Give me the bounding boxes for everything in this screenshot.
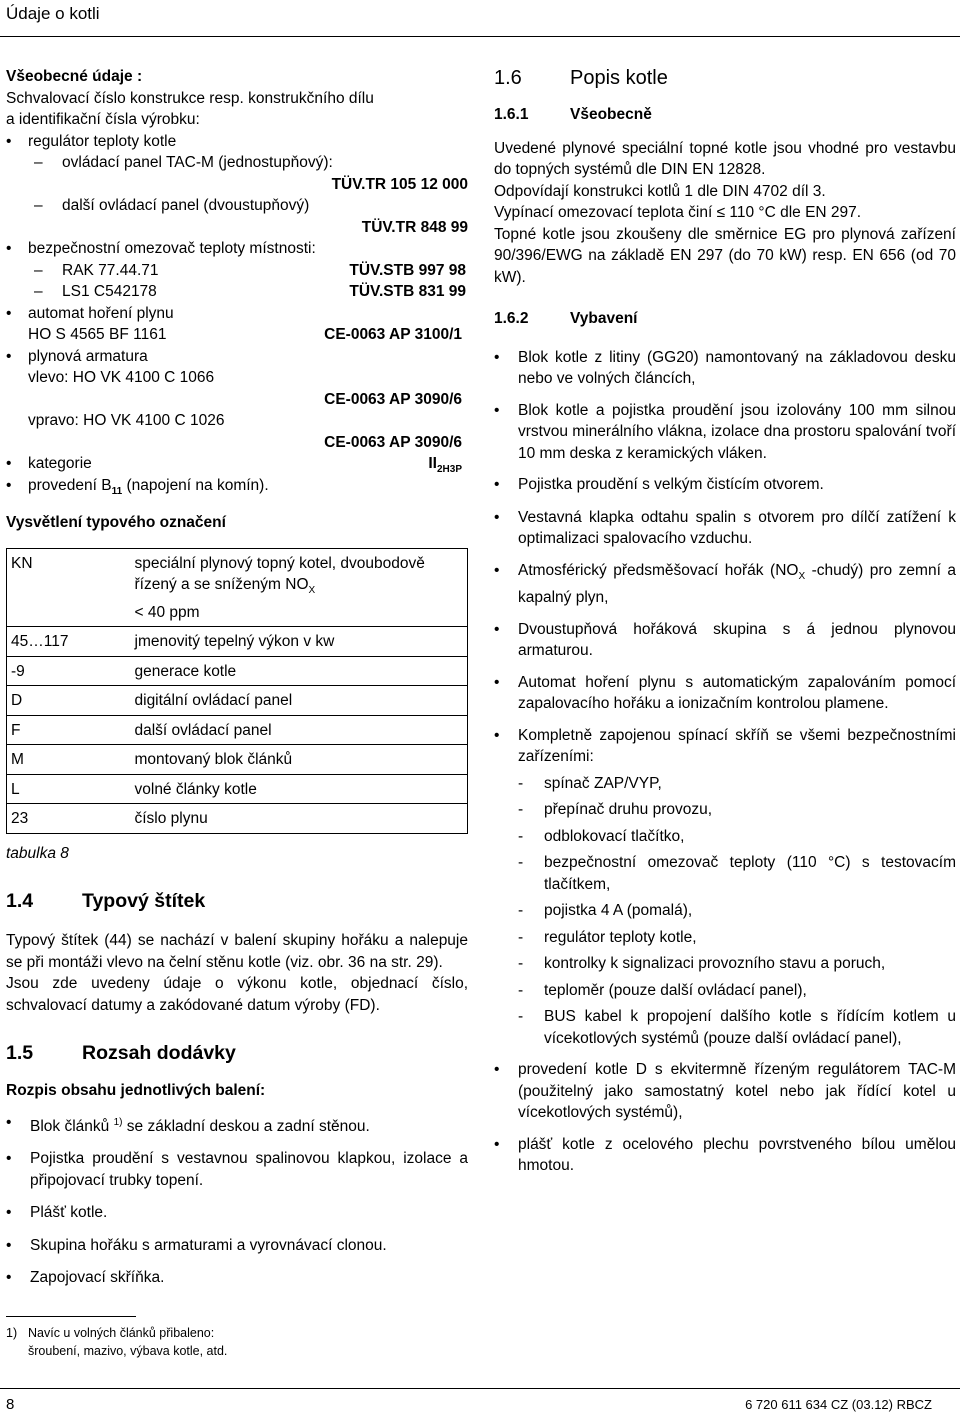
item-text: Blok článků <box>30 1117 114 1135</box>
bullet-category: • kategorie $II_{2H3P}$ <box>6 453 468 475</box>
delivery-subheading: Rozpis obsahu jednotlivých balení: <box>6 1082 266 1099</box>
list-item: - přepínač druhu provozu, <box>518 799 956 821</box>
list-item <box>494 725 956 1050</box>
left-column <box>6 66 468 1289</box>
dash-rak: – RAK 77.44.71 TÜV.STB 997 98 <box>6 260 468 282</box>
list-item: • Pojistka proudění s vestavnou spalinovou klapkou, izolace a připojovací trubky topení. <box>6 1148 468 1191</box>
dash-text: LS1 C542178 <box>62 283 157 300</box>
nameplate-paragraph-1: Typový štítek (44) se nachází v balení skupiny hořáku a nalepuje se při montáži vlevo na čelní stěnu kotle (viz. obr. 36 na str. 29). <box>6 932 468 971</box>
bullet-text: plynová armatura <box>28 347 148 365</box>
section-1-6-heading <box>494 64 956 92</box>
list-item: - regulátor teploty kotle, <box>518 927 956 949</box>
list-item: • Automat hoření plynu s automatickým zapalováním pomocí zapalovacího hořáku a ionizačním kontrolou plamene. <box>494 672 956 715</box>
section-1-6-1-heading <box>494 104 956 126</box>
kn-sub: X <box>308 585 316 596</box>
section-number: 1.6.1 <box>494 106 529 123</box>
approval-row <box>6 217 468 239</box>
footnote-line-2: šroubení, mazivo, výbava kotle, atd. <box>28 1344 228 1358</box>
table-key: F <box>7 715 131 745</box>
document-code: 6 720 611 634 CZ (03.12) RBCZ <box>745 1397 932 1412</box>
list-item: - kontrolky k signalizaci provozního stavu a poruch, <box>518 953 956 975</box>
approval-value: CE-0063 AP 3090/6 <box>324 433 462 451</box>
list-item: • Dvoustupňová hořáková skupina s á jednou plynovou armaturou. <box>494 619 956 662</box>
dash-text: RAK 77.44.71 <box>62 261 159 279</box>
table-caption: tabulka 8 <box>6 844 69 862</box>
approval-value: TÜV.TR 105 12 000 <box>331 175 468 193</box>
table-value <box>131 548 468 627</box>
list-item: • Blok kotle a pojistka proudění jsou izolovány 100 mm silnou vrstvou minerálního vlákna, izolace dna prostoru spalování tvoří 10 mm deska z keramických vláken. <box>494 400 956 465</box>
table-value: jmenovitý tepelný výkon v kw <box>131 627 468 657</box>
table-row <box>7 686 468 716</box>
bullet-gas-automat: • automat hoření plynu <box>6 304 174 322</box>
general-heading: Všeobecné údaje : <box>6 68 143 85</box>
dash-text: ovládací panel TAC-M (jednostupňový): <box>62 154 333 171</box>
table-key: 23 <box>7 804 131 834</box>
table-key: L <box>7 774 131 804</box>
section-title: Typový štítek <box>82 890 206 912</box>
page-header-title: Údaje o kotli <box>6 4 100 23</box>
section-title: Rozsah dodávky <box>82 1042 236 1064</box>
section-title: Vybavení <box>570 310 638 327</box>
page-number: 8 <box>6 1396 15 1413</box>
section-number: 1.6.2 <box>494 310 529 327</box>
approval-row <box>6 432 468 454</box>
list-item: - BUS kabel k propojení dalšího kotle s řídícím kotlem u vícekotlových systémů (pouze další ovládací panel), <box>518 1006 956 1049</box>
table-key: KN <box>7 548 131 627</box>
table-key: M <box>7 745 131 775</box>
type-designation-table <box>6 548 468 834</box>
table-value: číslo plynu <box>131 804 468 834</box>
list-item: - spínač ZAP/VYP, <box>518 773 956 795</box>
valve-right-row: vpravo: HO VK 4100 C 1026 <box>28 412 225 429</box>
general-paragraph-2: Odpovídají konstrukci kotlů 1 dle DIN 4702 díl 3. <box>494 182 826 200</box>
bullet-text: automat hoření plynu <box>28 304 174 322</box>
design-a: provedení B <box>28 476 112 494</box>
section-1-4-heading <box>6 888 468 914</box>
approval-value: TÜV.STB 831 99 <box>349 283 466 300</box>
general-paragraph-4: Topné kotle jsou zkoušeny dle směrnice EG pro plynová zařízení 90/396/EWG na základě EN 297 (do 70 kW) resp. EN 656 (od 70 kW). <box>494 225 956 286</box>
approval-row <box>6 389 468 411</box>
table-value: digitální ovládací panel <box>131 686 468 716</box>
footnote-divider <box>6 1316 136 1317</box>
table-value: volné články kotle <box>131 774 468 804</box>
list-item: • Zapojovací skříňka. <box>6 1267 468 1289</box>
list-item: - pojistka 4 A (pomalá), <box>518 900 956 922</box>
right-column <box>494 64 956 1177</box>
switchbox-list <box>518 773 956 1050</box>
list-item: - teploměr (pouze další ovládací panel), <box>518 980 956 1002</box>
list-item: • plášť kotle z ocelového plechu povrstveného bílou umělou hmotou. <box>494 1134 956 1177</box>
bullet-text: regulátor teploty kotle <box>28 132 177 150</box>
table-value: další ovládací panel <box>131 715 468 745</box>
table-row <box>7 715 468 745</box>
table-row <box>7 745 468 775</box>
list-item: • Skupina hořáku s armaturami a vyrovnávací clonou. <box>6 1235 468 1257</box>
list-item: - odblokovací tlačítko, <box>518 826 956 848</box>
table-row <box>7 804 468 834</box>
table-value: montovaný blok článků <box>131 745 468 775</box>
table-key: D <box>7 686 131 716</box>
kn-extra: < 40 ppm <box>134 603 200 621</box>
model-text: HO S 4565 BF 1161 <box>28 326 167 343</box>
table-value: generace kotle <box>131 656 468 686</box>
general-paragraph-3: Vypínací omezovací teplota činí ≤ 110 °C dle EN 297. <box>494 204 862 221</box>
general-intro-line2: a identifikační čísla výrobku: <box>6 111 200 128</box>
section-title: Popis kotle <box>570 67 668 89</box>
table-row <box>7 774 468 804</box>
bullet-safety-limiter: • bezpečnostní omezovač teploty místnosti: <box>6 240 316 257</box>
item-text: Kompletně zapojenou spínací skříň se všemi bezpečnostními zařízeními: <box>518 726 956 765</box>
dash-ls1: – LS1 C542178 TÜV.STB 831 99 <box>6 281 468 303</box>
footer-divider <box>0 1388 960 1389</box>
list-item <box>6 1112 468 1138</box>
table-row <box>7 548 468 627</box>
category-sub: 2H3P <box>436 464 462 475</box>
table-row <box>7 656 468 686</box>
header-divider <box>0 36 960 37</box>
item-text: se základní deskou a zadní stěnou. <box>122 1117 370 1135</box>
list-item <box>494 560 956 609</box>
design-b: (napojení na komín). <box>122 476 269 494</box>
types-heading: Vysvětlení typového označení <box>6 514 226 531</box>
footnote-line-1 <box>6 1324 466 1342</box>
item-text: -chudý) pro zemní a kapalný plyn, <box>518 561 956 606</box>
nameplate-paragraph-2: Jsou zde uvedeny údaje o výkonu kotle, objednací číslo, schvalovací datumy a zakódované datum výroby (FD). <box>6 975 468 1014</box>
list-item: - bezpečnostní omezovač teploty (110 °C) s testovacím tlačítkem, <box>518 852 956 895</box>
general-intro-line1: Schvalovací číslo konstrukce resp. konstrukčního dílu <box>6 89 374 107</box>
section-number: 1.4 <box>6 890 34 912</box>
list-item: • Vestavná klapka odtahu spalin s otvorem pro dílčí zatížení k optimalizaci spalovacího vzduchu. <box>494 507 956 550</box>
bullet-text: bezpečnostní omezovač teploty místnosti: <box>28 240 316 257</box>
dash-text: další ovládací panel (dvoustupňový) <box>62 197 310 214</box>
kn-text: speciální plynový topný kotel, dvoubodově řízený a se sníženým NO <box>134 554 425 593</box>
delivery-list <box>6 1112 468 1289</box>
footnote-mark: 1) <box>6 1326 18 1340</box>
dash-second-panel: – další ovládací panel (dvoustupňový) <box>34 197 310 214</box>
list-item: • provedení kotle D s ekvitermně řízeným regulátorem TAC-M (použitelný jako samostatný kotel nebo jak řídící kotel u vícekotlových systémů), <box>494 1059 956 1124</box>
bullet-design: • provedení $B_{11}$ (napojení na komín). <box>6 476 269 497</box>
automat-model-row <box>6 324 468 346</box>
approval-value: CE-0063 AP 3090/6 <box>324 390 462 408</box>
section-number: 1.6 <box>494 67 522 89</box>
list-item: • Plášť kotle. <box>6 1202 468 1224</box>
item-text: Atmosférický předsměšovací hořák (NO <box>518 561 799 579</box>
section-title: Všeobecně <box>570 106 652 123</box>
general-paragraph-1: Uvedené plynové speciální topné kotle jsou vhodné pro vestavbu do topných systémů dle DIN EN 12828. <box>494 139 956 178</box>
approval-value: TÜV.STB 997 98 <box>349 261 466 279</box>
section-1-5-heading <box>6 1040 468 1066</box>
footnote-text: Navíc u volných článků přibaleno: <box>28 1326 215 1340</box>
bullet-boiler-regulator: • regulátor teploty kotle <box>6 132 177 150</box>
dash-tac-m: – ovládací panel TAC-M (jednostupňový): <box>34 154 333 171</box>
list-item: • Blok kotle z litiny (GG20) namontovaný na základovou desku nebo ve volných článcích, <box>494 347 956 390</box>
approval-value: CE-0063 AP 3100/1 <box>324 326 462 343</box>
section-1-6-2-heading <box>494 308 956 330</box>
section-number: 1.5 <box>6 1042 34 1064</box>
equipment-list <box>494 347 956 1177</box>
list-item: • Pojistka proudění s velkým čistícím otvorem. <box>494 474 956 496</box>
table-key: 45…117 <box>7 627 131 657</box>
table-key: -9 <box>7 656 131 686</box>
approval-row <box>6 174 468 196</box>
footnote <box>6 1324 466 1360</box>
bullet-gas-valve: • plynová armatura <box>6 347 148 365</box>
nox-sub: X <box>798 570 806 582</box>
bullet-text: kategorie <box>28 455 92 472</box>
valve-left-row: vlevo: HO VK 4100 C 1066 <box>28 369 215 386</box>
approval-value: TÜV.TR 848 99 <box>361 218 468 236</box>
category-main: II <box>428 455 437 472</box>
table-row <box>7 627 468 657</box>
design-sub: 11 <box>111 485 123 497</box>
footnote-ref: 1) <box>113 1116 123 1128</box>
